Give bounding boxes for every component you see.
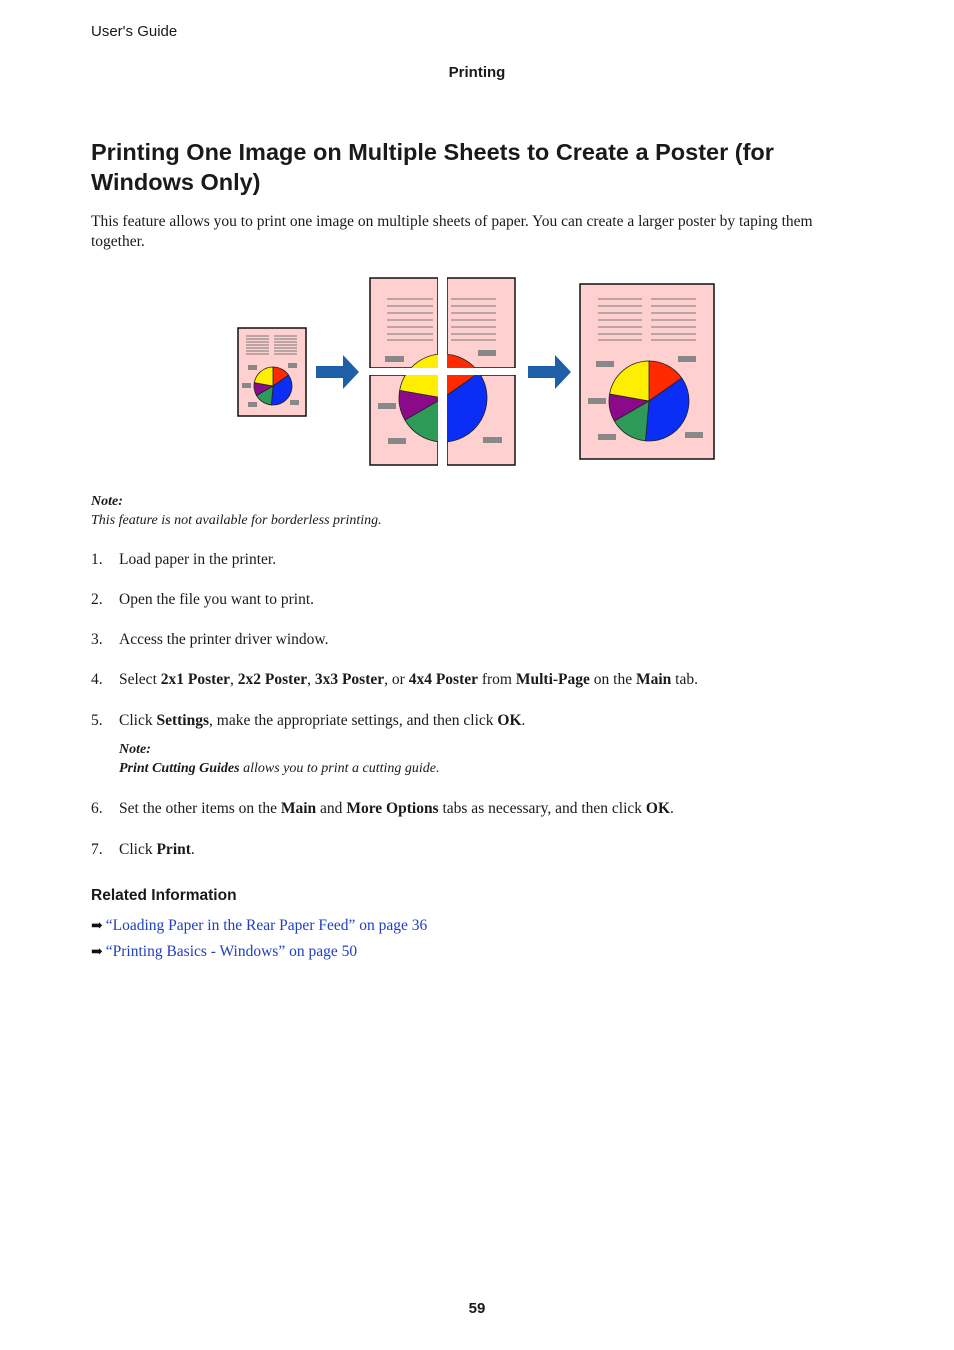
arrow-right-icon: ➡ [91, 945, 103, 960]
step-text: , [307, 671, 315, 688]
step-number: 5. [91, 712, 103, 729]
split-sheets [366, 276, 518, 468]
step-ui-term: Print [156, 841, 191, 858]
step-text: , make the appropriate settings, and then click [209, 712, 498, 729]
intro-paragraph: This feature allows you to print one image on multiple sheets of paper. You can create a larger poster by taping them together. [91, 213, 813, 250]
step-text: Click [119, 712, 157, 729]
step-text: Load paper in the printer. [119, 551, 277, 568]
note-cutting-guides [119, 740, 439, 778]
note-borderless [91, 492, 382, 530]
step-ui-term: 3x3 Poster [314, 671, 385, 688]
step-text: . [521, 712, 526, 729]
small-sheet [238, 328, 306, 416]
step-text: tabs as necessary, and then click [438, 800, 646, 817]
step-ui-term: OK [497, 712, 522, 729]
section-header: Printing [448, 64, 506, 81]
step-item [91, 550, 276, 570]
step-item [91, 630, 328, 650]
step-item [91, 799, 674, 819]
step-text: tab. [671, 671, 698, 688]
step-item [91, 590, 314, 610]
step-item [91, 711, 525, 731]
step-text: , [230, 671, 238, 688]
step-number: 4. [91, 671, 103, 688]
page-number: 59 [468, 1300, 486, 1317]
related-link[interactable] [91, 916, 427, 937]
step-ui-term: 2x2 Poster [237, 671, 308, 688]
step-text: Set the other items on the [119, 800, 281, 817]
assembled-poster [580, 284, 714, 459]
page-title: Printing One Image on Multiple Sheets to Create a Poster (for Windows Only) [91, 139, 774, 195]
step-text: . [190, 841, 195, 858]
step-text: Access the printer driver window. [119, 631, 329, 648]
step-text: and [316, 800, 347, 817]
step-text: Click [119, 841, 157, 858]
step-text: from [477, 671, 516, 688]
arrow-right-icon [316, 355, 359, 389]
step-text: Select [119, 671, 161, 688]
step-number: 2. [91, 591, 103, 608]
step-ui-term: Main [280, 800, 317, 817]
step-number: 6. [91, 800, 103, 817]
step-item [91, 670, 698, 690]
poster-illustration [236, 276, 718, 468]
poster-pie-chart [609, 361, 689, 441]
note-text: This feature is not available for borderless printing. [91, 513, 382, 528]
step-text: , or [384, 671, 409, 688]
note-label: Note: [119, 742, 151, 757]
related-link[interactable] [91, 942, 357, 963]
step-number: 7. [91, 841, 103, 858]
step-ui-term: Main [635, 671, 672, 688]
note-text: allows you to print a cutting guide. [239, 761, 440, 776]
step-number: 1. [91, 551, 103, 568]
running-header: User's Guide [91, 23, 178, 40]
related-link-text[interactable]: “Printing Basics - Windows” on page 50 [105, 943, 358, 960]
step-ui-term: More Options [346, 800, 439, 817]
step-ui-term: OK [645, 800, 671, 817]
step-text: Open the file you want to print. [119, 591, 314, 608]
step-number: 3. [91, 631, 103, 648]
arrow-right-icon: ➡ [91, 919, 103, 934]
step-ui-term: 2x1 Poster [160, 671, 231, 688]
step-ui-term: Settings [156, 712, 210, 729]
note-bold-text: Print Cutting Guides [119, 761, 240, 776]
step-item [91, 840, 195, 860]
arrow-right-icon [528, 355, 571, 389]
related-information-heading: Related Information [91, 887, 237, 904]
related-link-text[interactable]: “Loading Paper in the Rear Paper Feed” on page 36 [105, 917, 428, 934]
step-ui-term: 4x4 Poster [408, 671, 478, 688]
small-pie-chart [254, 367, 292, 405]
step-ui-term: Multi-Page [515, 671, 590, 688]
step-text: . [670, 800, 674, 817]
note-label: Note: [91, 494, 123, 509]
step-text: on the [589, 671, 636, 688]
